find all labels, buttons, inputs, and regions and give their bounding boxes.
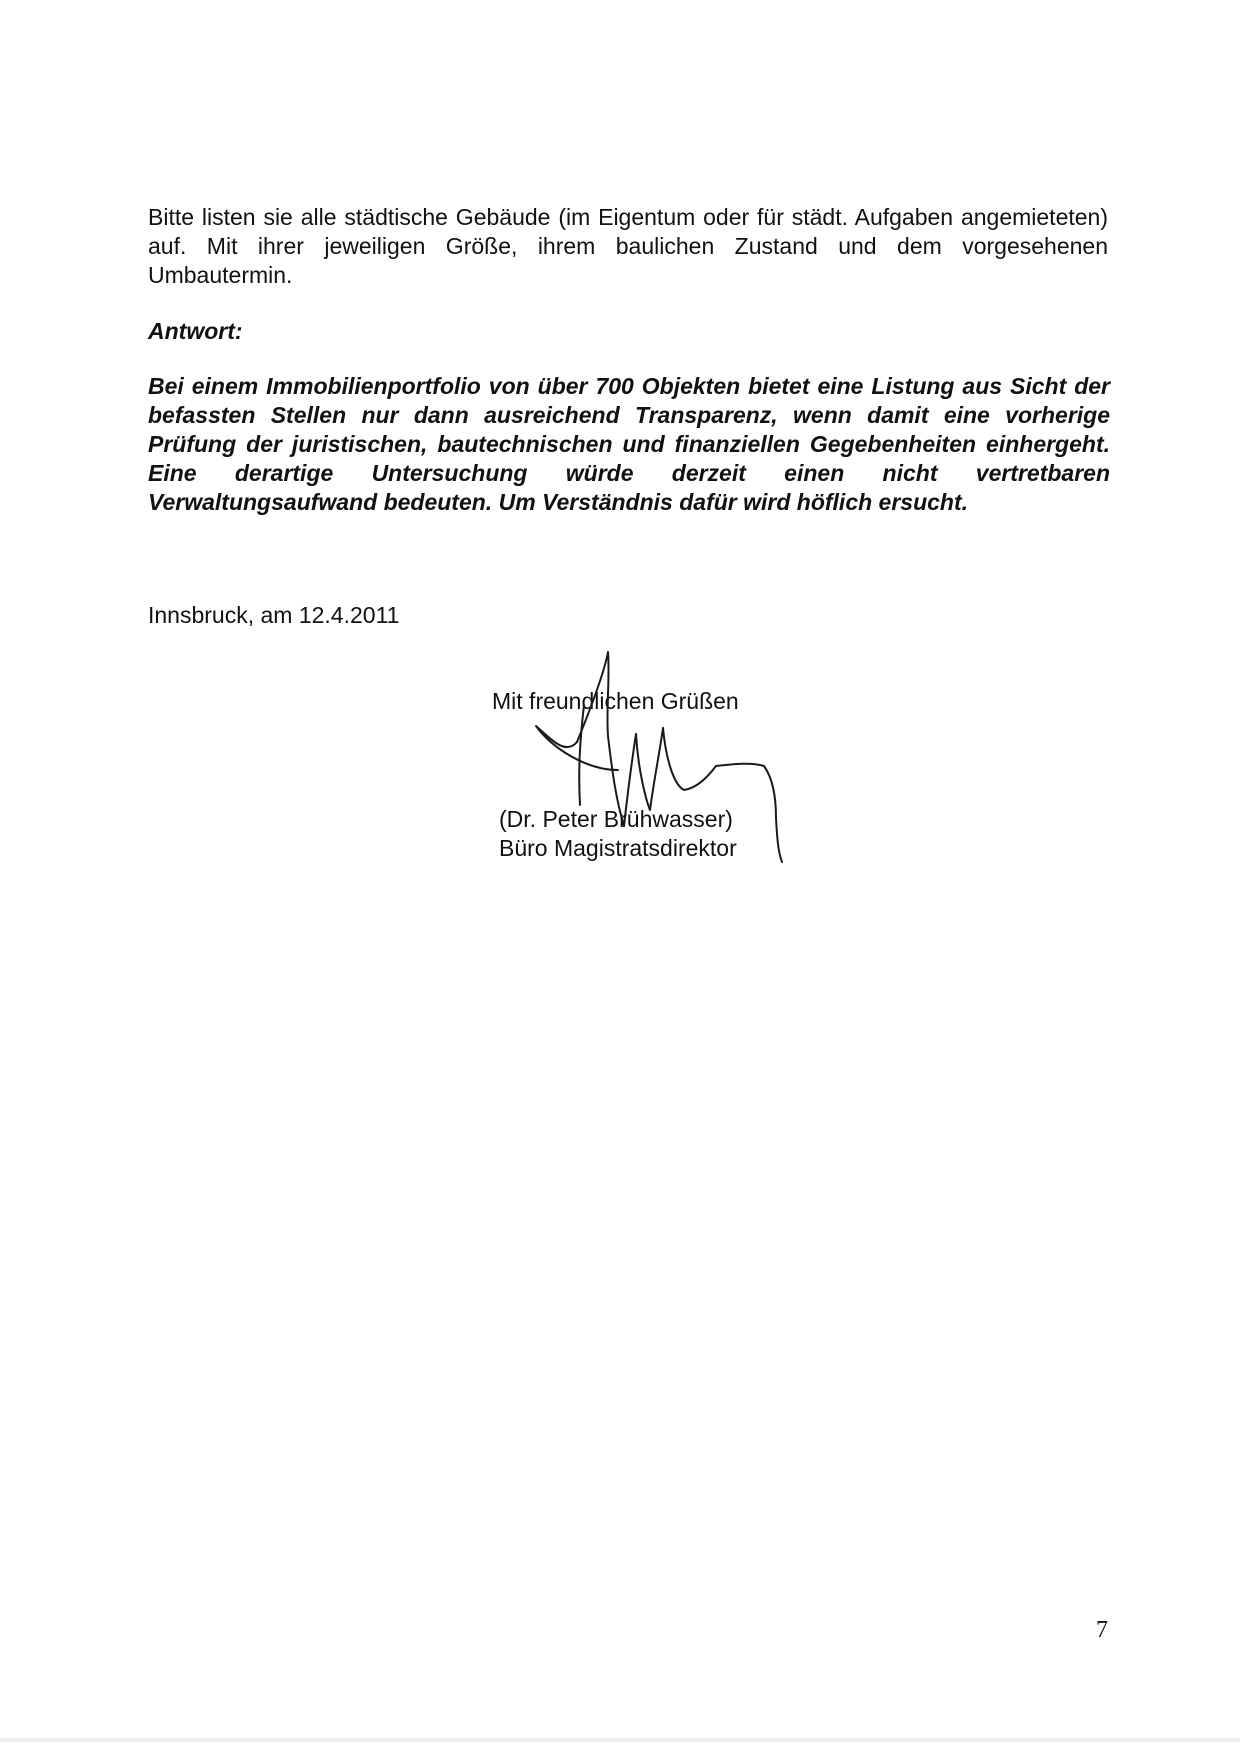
handwritten-signature (520, 650, 790, 870)
answer-heading: Antwort: (148, 318, 243, 344)
question-paragraph: Bitte listen sie alle städtische Gebäude (im Eigentum oder für städt. Aufgaben angemieteten) auf. Mit ihrer jeweiligen Größe, ihrem baulichen Zustand und dem vorgesehenen Umbautermin. (148, 204, 1108, 288)
signature-stroke (579, 705, 584, 805)
closing-greeting: Mit freundlichen Grüßen (492, 688, 739, 714)
signature-stroke (607, 652, 624, 826)
scan-bottom-edge (0, 1738, 1240, 1742)
signature-stroke (636, 728, 663, 810)
signer-name: (Dr. Peter Brühwasser) (499, 806, 733, 832)
signature-stroke (663, 728, 776, 818)
signature-stroke (536, 726, 618, 770)
answer-paragraph: Bei einem Immobilienportfolio von über 700 Objekten bietet eine Listung aus Sicht der befassten Stellen nur dann ausreichend Transparenz, wenn damit eine vorherige Prüfung der juristischen, bautechnischen und finanziellen Gegebenheiten einhergeht. Eine derartige Untersuchung würde derzeit einen nicht vertretbaren Verwaltungsaufwand bedeuten. Um Verständnis dafür wird höflich ersucht. (148, 373, 1110, 515)
page-number: 7 (1096, 1617, 1108, 1643)
place-date-line: Innsbruck, am 12.4.2011 (148, 602, 400, 628)
signer-office: Büro Magistratsdirektor (499, 835, 737, 861)
signature-stroke (624, 734, 636, 826)
signature-stroke (776, 818, 782, 862)
